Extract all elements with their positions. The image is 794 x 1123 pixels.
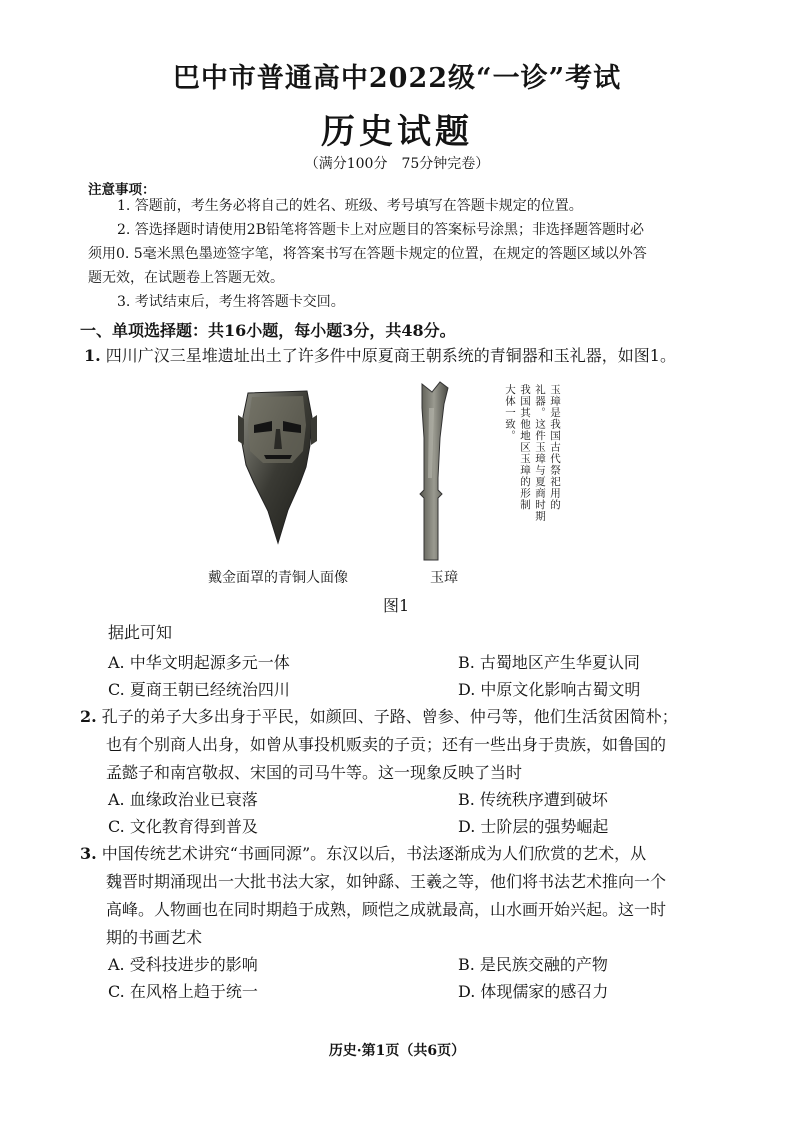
question-text: 高峰。人物画也在同时期趋于成熟，顾恺之成就最高，山水画开始兴起。这一时	[106, 900, 667, 919]
figure-note-column: 礼器。这件玉璋与夏商时期	[534, 384, 546, 522]
page-footer: 历史·第1页（共6页）	[328, 1043, 466, 1059]
section-heading: 一、单项选择题：共16小题，每小题3分，共48分。	[80, 321, 456, 340]
note-item: 1. 答题前，考生务必将自己的姓名、班级、考号填写在答题卡规定的位置。	[117, 198, 583, 214]
question-number: 1.	[84, 346, 101, 365]
figure-note-column: 我国其他地区玉璋的形制	[519, 384, 531, 511]
question-text: 魏晋时期涌现出一大批书法大家，如钟繇、王羲之等，他们将书法艺术推向一个	[106, 872, 667, 891]
jade-zhang-image	[410, 378, 460, 563]
question-text: 四川广汉三星堆遗址出土了许多件中原夏商王朝系统的青铜器和玉礼器，如图1。	[105, 346, 676, 365]
figure-note-column: 大体一致。	[504, 384, 516, 442]
option-d: D. 体现儒家的感召力	[458, 982, 609, 1001]
question-text: 中国传统艺术讲究“书画同源”。东汉以后，书法逐渐成为人们欣赏的艺术，从	[101, 844, 647, 863]
question-lead: 据此可知	[108, 623, 173, 642]
option-b: B. 古蜀地区产生华夏认同	[458, 653, 640, 672]
option-c: C. 文化教育得到普及	[108, 817, 258, 836]
exam-title: 巴中市普通高中2022级“一诊”考试	[172, 63, 622, 94]
question-1-stem	[84, 342, 676, 370]
option-d: D. 中原文化影响古蜀文明	[458, 680, 641, 699]
exam-duration: （满分100分 75分钟完卷）	[304, 156, 490, 172]
question-text: 孟懿子和南宫敬叔、宋国的司马牛等。这一现象反映了当时	[106, 763, 523, 782]
note-item: 题无效，在试题卷上答题无效。	[88, 270, 284, 286]
question-text: 期的书画艺术	[106, 928, 203, 947]
option-a: A. 受科技进步的影响	[108, 955, 258, 974]
note-item: 3. 考试结束后，考生将答题卡交回。	[117, 294, 345, 310]
option-b: B. 是民族交融的产物	[458, 955, 608, 974]
option-b: B. 传统秩序遭到破坏	[458, 790, 608, 809]
option-a: A. 中华文明起源多元一体	[108, 653, 290, 672]
figure-label: 图1	[383, 596, 410, 615]
question-text: 也有个别商人出身，如曾从事投机贩卖的子贡；还有一些出身于贵族，如鲁国的	[106, 735, 667, 754]
bronze-mask-image	[230, 385, 325, 550]
figure-note-column: 玉璋是我国古代祭祀用的	[549, 384, 561, 511]
question-number: 2.	[80, 707, 97, 726]
figure-caption-bronze: 戴金面罩的青铜人面像	[208, 570, 348, 586]
figure-caption-jade: 玉璋	[430, 570, 458, 586]
option-a: A. 血缘政治业已衰落	[108, 790, 258, 809]
option-c: C. 在风格上趋于统一	[108, 982, 258, 1001]
note-item: 2. 答选择题时请使用2B铅笔将答题卡上对应题目的答案标号涂黑；非选择题答题时必	[117, 222, 645, 238]
option-d: D. 士阶层的强势崛起	[458, 817, 609, 836]
note-item: 须用0. 5毫米黑色墨迹签字笔，将答案书写在答题卡规定的位置，在规定的答题区域以外答	[88, 246, 647, 262]
option-c: C. 夏商王朝已经统治四川	[108, 680, 290, 699]
subject-title: 历史试题	[321, 112, 473, 152]
question-number: 3.	[80, 844, 97, 863]
notes-heading: 注意事项：	[88, 182, 156, 198]
question-2-line	[80, 703, 678, 731]
question-text: 孔子的弟子大多出身于平民，如颜回、子路、曾参、仲弓等，他们生活贫困简朴；	[101, 707, 678, 726]
question-3-line	[80, 840, 646, 868]
